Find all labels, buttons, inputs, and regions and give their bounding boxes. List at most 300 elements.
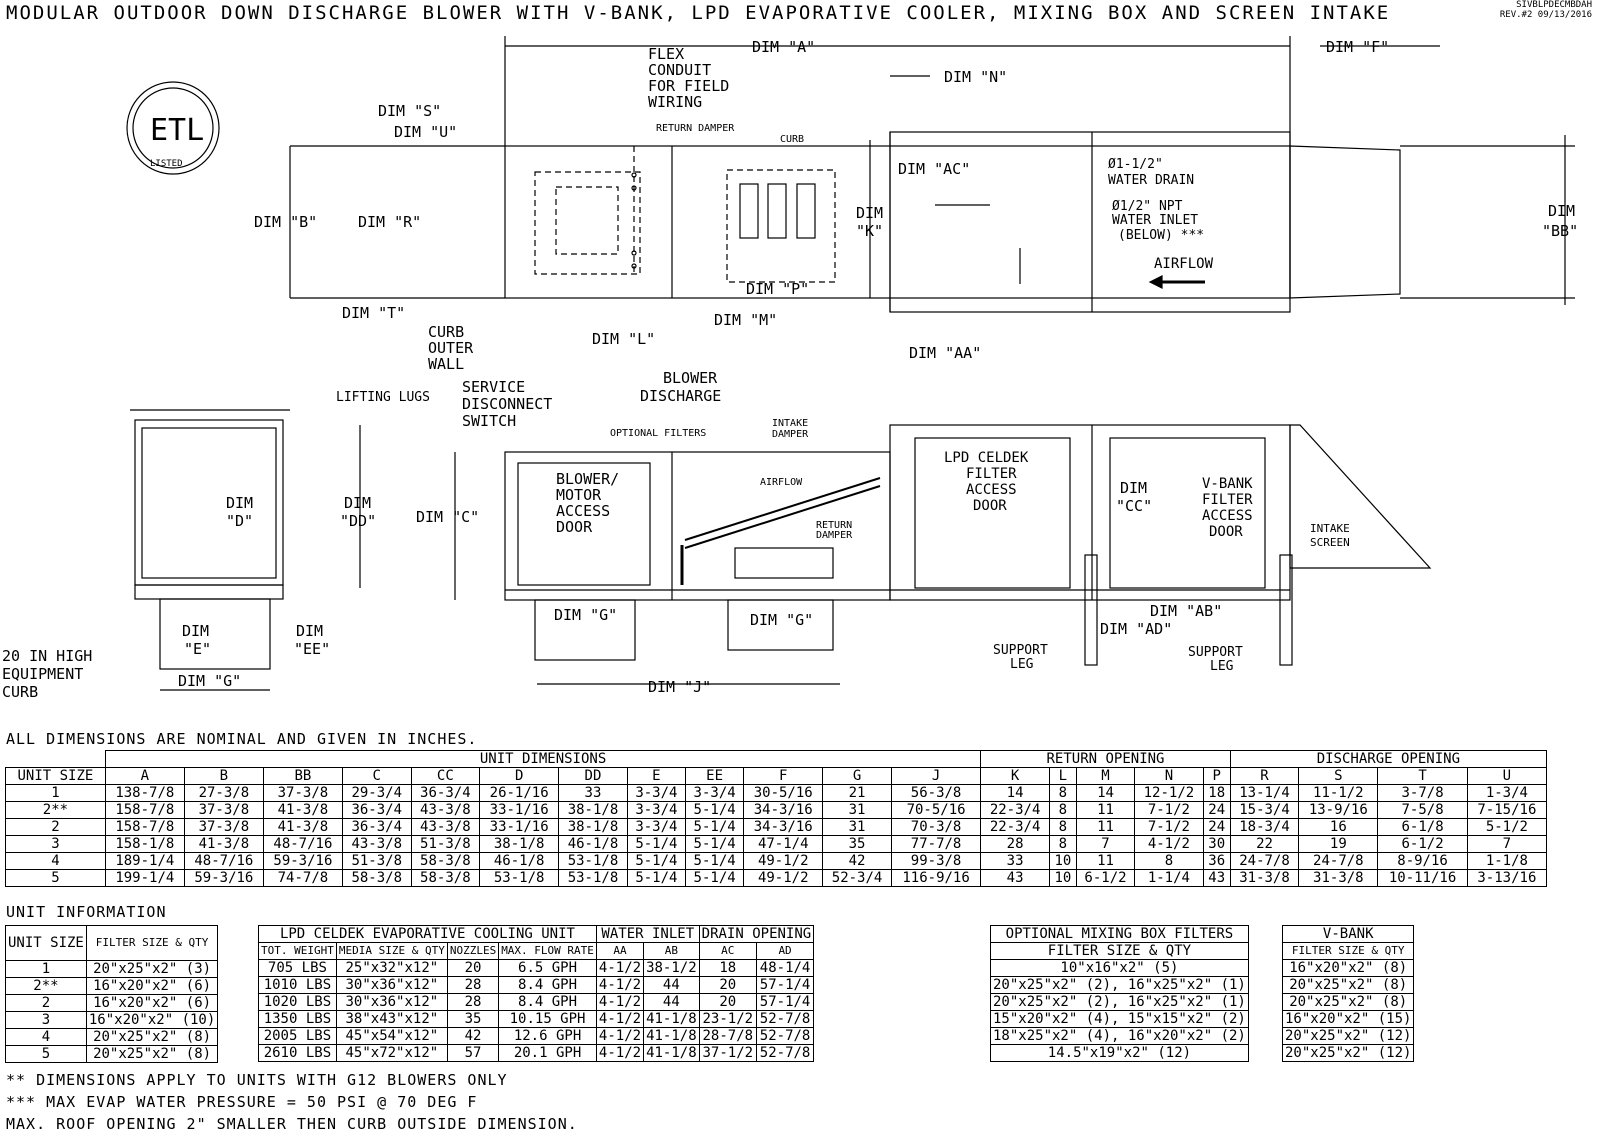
table-cell: 15-3/4 xyxy=(1230,802,1299,819)
table-row xyxy=(1283,1028,1414,1045)
dim-g-elev-label-2: DIM "G" xyxy=(750,611,814,629)
table-cell: 20 xyxy=(699,977,756,994)
table-cell: 16"x20"x2" (8) xyxy=(1283,960,1414,977)
table-cell: 37-3/8 xyxy=(184,819,263,836)
table-cell: 45"x54"x12" xyxy=(336,1028,447,1045)
table-cell: 5-1/4 xyxy=(686,819,744,836)
table-cell: 35 xyxy=(447,1011,498,1028)
unit-info-table xyxy=(5,925,218,1063)
table-cell: 27-3/8 xyxy=(184,785,263,802)
vbank-door-3: ACCESS xyxy=(1202,508,1253,524)
table-cell: 25"x32"x12" xyxy=(336,960,447,977)
table-cell: 19 xyxy=(1299,836,1378,853)
table-cell: 38-1/2 xyxy=(644,960,700,977)
table-cell: 18 xyxy=(699,960,756,977)
table-cell: 41-1/8 xyxy=(644,1028,700,1045)
table-cell: 43 xyxy=(1203,870,1230,887)
inlet-label-3: (BELOW) *** xyxy=(1118,228,1205,243)
mix-filter-header: FILTER SIZE & QTY xyxy=(991,943,1249,960)
table-cell: 33 xyxy=(981,853,1050,870)
table-cell: 36-3/4 xyxy=(411,785,480,802)
drain-label-1: Ø1-1/2" xyxy=(1108,157,1163,172)
table-cell: 8 xyxy=(1135,853,1204,870)
table-cell: 3 xyxy=(6,836,106,853)
evap-header-cell: TOT. WEIGHT xyxy=(259,943,337,960)
lpd-door-1: LPD CELDEK xyxy=(944,450,1029,466)
dims-header-cell: T xyxy=(1378,768,1467,785)
table-cell: 10-11/16 xyxy=(1378,870,1467,887)
dim-l-label: DIM "L" xyxy=(592,330,656,348)
flex-label-4: WIRING xyxy=(648,93,703,111)
table-cell: 24-7/8 xyxy=(1299,853,1378,870)
table-cell: 41-3/8 xyxy=(184,836,263,853)
table-cell: 16 xyxy=(1299,819,1378,836)
table-cell: 57-1/4 xyxy=(756,994,813,1011)
table-cell: 5-1/4 xyxy=(627,853,685,870)
table-cell: 7-1/2 xyxy=(1135,819,1204,836)
table-row xyxy=(259,960,814,977)
table-row xyxy=(6,785,1547,802)
curb-outer-3: WALL xyxy=(428,355,465,373)
table-cell: 5-1/4 xyxy=(686,853,744,870)
lpd-door-3: ACCESS xyxy=(966,482,1017,498)
dim-t-label: DIM "T" xyxy=(342,304,406,322)
dims-header-cell: P xyxy=(1203,768,1230,785)
table-cell: 13-1/4 xyxy=(1230,785,1299,802)
table-cell: 36-3/4 xyxy=(342,819,411,836)
blower-door-1: BLOWER/ xyxy=(556,470,620,488)
table-cell: 4-1/2 xyxy=(596,1011,643,1028)
dim-ad-label: DIM "AD" xyxy=(1100,620,1173,638)
table-cell: 16"x20"x2" (15) xyxy=(1283,1011,1414,1028)
table-cell: 2 xyxy=(6,995,87,1012)
dim-r-label: DIM "R" xyxy=(358,213,422,231)
table-cell: 4-1/2 xyxy=(1135,836,1204,853)
table-cell: 57 xyxy=(447,1045,498,1062)
table-cell: 5-1/4 xyxy=(627,836,685,853)
table-row xyxy=(6,819,1547,836)
table-cell: 5-1/2 xyxy=(1467,819,1546,836)
blower-discharge-2: DISCHARGE xyxy=(640,387,722,405)
inlet-label-1: Ø1/2" NPT xyxy=(1112,199,1183,214)
table-cell: 59-3/16 xyxy=(263,853,342,870)
table-cell: 28-7/8 xyxy=(699,1028,756,1045)
table-cell: 33-1/16 xyxy=(480,802,559,819)
table-cell: 48-1/4 xyxy=(756,960,813,977)
dim-g-end-label: DIM "G" xyxy=(178,672,242,690)
dim-p-label: DIM "P" xyxy=(746,280,810,298)
table-cell: 8-9/16 xyxy=(1378,853,1467,870)
dims-header-cell: M xyxy=(1076,768,1134,785)
table-cell: 24 xyxy=(1203,819,1230,836)
table-cell: 38-1/8 xyxy=(559,819,628,836)
table-row xyxy=(991,1045,1249,1062)
table-row xyxy=(6,1029,218,1046)
info-filter-header: FILTER SIZE & QTY xyxy=(86,926,217,961)
table-cell: 10.15 GPH xyxy=(499,1011,597,1028)
table-cell: 24-7/8 xyxy=(1230,853,1299,870)
dims-column-header xyxy=(6,768,1547,785)
intake-damper-label-2: DAMPER xyxy=(772,429,809,440)
table-cell: 18"x25"x2" (4), 16"x20"x2" (2) xyxy=(991,1028,1249,1045)
table-cell: 58-3/8 xyxy=(342,870,411,887)
table-cell: 52-3/4 xyxy=(823,870,892,887)
support-leg-2b: LEG xyxy=(1210,659,1234,674)
table-cell: 11 xyxy=(1076,853,1134,870)
service-label-2: DISCONNECT xyxy=(462,395,553,413)
evap-header-cell: AB xyxy=(644,943,700,960)
table-cell: 2005 LBS xyxy=(259,1028,337,1045)
airflow-label-elev: AIRFLOW xyxy=(760,477,803,488)
lifting-lugs-label: LIFTING LUGS xyxy=(336,390,430,405)
table-row xyxy=(991,1028,1249,1045)
table-cell: 4-1/2 xyxy=(596,1045,643,1062)
table-cell: 1 xyxy=(6,961,87,978)
table-cell: 4-1/2 xyxy=(596,1028,643,1045)
table-cell: 36-3/4 xyxy=(342,802,411,819)
table-cell: 20"x25"x2" (8) xyxy=(86,1046,217,1063)
dim-aa-label: DIM "AA" xyxy=(909,344,982,362)
curb-outer-1: CURB xyxy=(428,323,465,341)
dims-header-cell: G xyxy=(823,768,892,785)
dim-cc-label-2: "CC" xyxy=(1116,497,1153,515)
dimensions-table xyxy=(5,750,1547,887)
evap-header-cell: NOZZLES xyxy=(447,943,498,960)
table-cell: 53-1/8 xyxy=(559,853,628,870)
table-row xyxy=(991,994,1249,1011)
table-row xyxy=(6,853,1547,870)
table-cell: 33 xyxy=(559,785,628,802)
table-cell: 1-1/8 xyxy=(1467,853,1546,870)
table-cell: 49-1/2 xyxy=(744,870,823,887)
table-cell: 3-3/4 xyxy=(627,785,685,802)
table-cell: 189-1/4 xyxy=(105,853,184,870)
return-damper-elev-2: DAMPER xyxy=(816,530,853,541)
airflow-label-plan: AIRFLOW xyxy=(1154,256,1214,272)
revision-date: REV.#2 09/13/2016 xyxy=(1499,10,1592,20)
dim-ac-label: DIM "AC" xyxy=(898,160,971,178)
table-cell: 35 xyxy=(823,836,892,853)
dims-header-cell: F xyxy=(744,768,823,785)
flex-label-2: CONDUIT xyxy=(648,61,712,79)
table-cell: 42 xyxy=(447,1028,498,1045)
table-cell: 30 xyxy=(1203,836,1230,853)
vbank-door-2: FILTER xyxy=(1202,492,1253,508)
dim-ee-label-1: DIM xyxy=(296,622,324,640)
table-cell: 116-9/16 xyxy=(891,870,980,887)
table-cell: 43 xyxy=(981,870,1050,887)
dim-d-label-1: DIM xyxy=(226,494,254,512)
table-cell: 12.6 GPH xyxy=(499,1028,597,1045)
table-row xyxy=(1283,960,1414,977)
dims-header-cell: K xyxy=(981,768,1050,785)
dim-bb-label-2: "BB" xyxy=(1542,222,1579,240)
vbank-door-4: DOOR xyxy=(1209,524,1243,540)
table-cell: 20"x25"x2" (12) xyxy=(1283,1045,1414,1062)
dim-ee-label-2: "EE" xyxy=(294,640,331,658)
table-cell: 1010 LBS xyxy=(259,977,337,994)
table-cell: 20"x25"x2" (12) xyxy=(1283,1028,1414,1045)
table-cell: 70-5/16 xyxy=(891,802,980,819)
table-row xyxy=(991,1011,1249,1028)
dim-dd-label-2: "DD" xyxy=(340,512,377,530)
dims-header-cell: N xyxy=(1135,768,1204,785)
table-cell: 2** xyxy=(6,802,106,819)
dims-header-cell: UNIT SIZE xyxy=(6,768,106,785)
dim-ab-label: DIM "AB" xyxy=(1150,602,1223,620)
table-cell: 30-5/16 xyxy=(744,785,823,802)
unit-info-title: UNIT INFORMATION xyxy=(6,903,167,921)
table-row xyxy=(1283,994,1414,1011)
table-cell: 22-3/4 xyxy=(981,802,1050,819)
table-cell: 28 xyxy=(981,836,1050,853)
drawing-number: SIVBLPDECMBDAH xyxy=(1516,0,1592,10)
support-leg-1b: LEG xyxy=(1010,657,1034,672)
dims-header-cell: EE xyxy=(686,768,744,785)
table-cell: 31 xyxy=(823,802,892,819)
table-cell: 10 xyxy=(1049,870,1076,887)
table-cell: 5 xyxy=(6,1046,87,1063)
table-cell: 158-7/8 xyxy=(105,819,184,836)
table-cell: 58-3/8 xyxy=(411,853,480,870)
curb-label: CURB xyxy=(780,134,805,145)
table-cell: 4-1/2 xyxy=(596,960,643,977)
curb-20-label-1: 20 IN HIGH xyxy=(2,647,93,665)
dim-dd-label-1: DIM xyxy=(344,494,372,512)
table-cell: 51-3/8 xyxy=(342,853,411,870)
dims-header-cell: CC xyxy=(411,768,480,785)
table-cell: 8 xyxy=(1049,836,1076,853)
table-cell: 8 xyxy=(1049,785,1076,802)
inlet-label-2: WATER INLET xyxy=(1112,213,1199,228)
table-cell: 22 xyxy=(1230,836,1299,853)
table-cell: 36 xyxy=(1203,853,1230,870)
lpd-door-4: DOOR xyxy=(973,498,1007,514)
etl-listed-logo xyxy=(127,82,219,174)
table-cell: 3-13/16 xyxy=(1467,870,1546,887)
table-cell: 56-3/8 xyxy=(891,785,980,802)
curb-20-label-3: CURB xyxy=(2,683,39,701)
table-cell: 12-1/2 xyxy=(1135,785,1204,802)
table-cell: 58-3/8 xyxy=(411,870,480,887)
intake-damper-label-1: INTAKE xyxy=(772,418,809,429)
return-damper-label: RETURN DAMPER xyxy=(656,123,735,134)
table-cell: 2610 LBS xyxy=(259,1045,337,1062)
flex-label-3: FOR FIELD xyxy=(648,77,730,95)
table-cell: 11-1/2 xyxy=(1299,785,1378,802)
listed-mark: LISTED xyxy=(150,159,183,169)
discharge-opening-header: DISCHARGE OPENING xyxy=(1230,751,1546,768)
table-cell: 6-1/2 xyxy=(1378,836,1467,853)
dim-cc-label-1: DIM xyxy=(1120,479,1148,497)
optional-filters-label: OPTIONAL FILTERS xyxy=(610,428,707,439)
table-cell: 16"x20"x2" (10) xyxy=(86,1012,217,1029)
table-cell: 37-1/2 xyxy=(699,1045,756,1062)
dim-d-label-2: "D" xyxy=(226,512,254,530)
table-cell: 34-3/16 xyxy=(744,802,823,819)
table-row xyxy=(1283,1011,1414,1028)
footnote-3: MAX. ROOF OPENING 2" SMALLER THEN CURB OUTSIDE DIMENSION. xyxy=(6,1115,578,1133)
table-cell: 47-1/4 xyxy=(744,836,823,853)
etl-mark: ETL xyxy=(150,113,205,148)
dim-s-label: DIM "S" xyxy=(378,102,442,120)
table-cell: 5-1/4 xyxy=(686,870,744,887)
table-cell: 13-9/16 xyxy=(1299,802,1378,819)
table-cell: 1-3/4 xyxy=(1467,785,1546,802)
table-cell: 52-7/8 xyxy=(756,1045,813,1062)
table-cell: 20"x25"x2" (2), 16"x25"x2" (1) xyxy=(991,994,1249,1011)
table-cell: 29-3/4 xyxy=(342,785,411,802)
table-cell: 16"x20"x2" (6) xyxy=(86,995,217,1012)
table-cell: 24 xyxy=(1203,802,1230,819)
vbank-table xyxy=(1282,925,1414,1062)
evap-cooling-table xyxy=(258,925,814,1062)
table-cell: 20"x25"x2" (2), 16"x25"x2" (1) xyxy=(991,977,1249,994)
table-cell: 4-1/2 xyxy=(596,994,643,1011)
table-row xyxy=(6,870,1547,887)
table-cell: 7-15/16 xyxy=(1467,802,1546,819)
table-row xyxy=(259,1011,814,1028)
dims-header-cell: L xyxy=(1049,768,1076,785)
evap-group-header: LPD CELDEK EVAPORATIVE COOLING UNIT xyxy=(259,926,597,943)
dims-header-cell: S xyxy=(1299,768,1378,785)
elevation-view xyxy=(360,425,1430,684)
curb-outer-2: OUTER xyxy=(428,339,474,357)
table-row xyxy=(991,977,1249,994)
table-cell: 7-5/8 xyxy=(1378,802,1467,819)
unit-dimensions-header: UNIT DIMENSIONS xyxy=(105,751,980,768)
table-cell: 20"x25"x2" (8) xyxy=(1283,977,1414,994)
dims-header-cell: U xyxy=(1467,768,1546,785)
table-cell: 23-1/2 xyxy=(699,1011,756,1028)
return-damper-elev-1: RETURN xyxy=(816,520,853,531)
footnote-1: ** DIMENSIONS APPLY TO UNITS WITH G12 BLOWERS ONLY xyxy=(6,1071,508,1089)
table-cell: 30"x36"x12" xyxy=(336,994,447,1011)
table-cell: 44 xyxy=(644,977,700,994)
table-cell: 5 xyxy=(6,870,106,887)
blower-discharge-1: BLOWER xyxy=(663,369,718,387)
dim-m-label: DIM "M" xyxy=(714,311,778,329)
table-cell: 3-3/4 xyxy=(627,802,685,819)
table-cell: 18-3/4 xyxy=(1230,819,1299,836)
table-row xyxy=(6,1012,218,1029)
evap-header-cell: MAX. FLOW RATE xyxy=(499,943,597,960)
table-cell: 26-1/16 xyxy=(480,785,559,802)
table-cell: 37-3/8 xyxy=(263,785,342,802)
table-row xyxy=(1283,1045,1414,1062)
table-cell: 158-7/8 xyxy=(105,802,184,819)
dim-g-elev-label-1: DIM "G" xyxy=(554,606,618,624)
evap-header-cell: AD xyxy=(756,943,813,960)
table-row xyxy=(259,994,814,1011)
table-cell: 1020 LBS xyxy=(259,994,337,1011)
return-opening-header: RETURN OPENING xyxy=(981,751,1230,768)
table-cell: 8 xyxy=(1049,802,1076,819)
dims-header-cell: E xyxy=(627,768,685,785)
water-inlet-header: WATER INLET xyxy=(596,926,699,943)
table-cell: 45"x72"x12" xyxy=(336,1045,447,1062)
dims-header-cell: C xyxy=(342,768,411,785)
table-cell: 38-1/8 xyxy=(480,836,559,853)
table-row xyxy=(6,978,218,995)
table-cell: 11 xyxy=(1076,802,1134,819)
table-cell: 2 xyxy=(6,819,106,836)
table-cell: 30"x36"x12" xyxy=(336,977,447,994)
table-cell: 74-7/8 xyxy=(263,870,342,887)
vbank-filter-header: FILTER SIZE & QTY xyxy=(1283,943,1414,960)
table-cell: 43-3/8 xyxy=(411,819,480,836)
table-cell: 7 xyxy=(1467,836,1546,853)
dims-header-cell: A xyxy=(105,768,184,785)
table-cell: 46-1/8 xyxy=(559,836,628,853)
table-cell: 158-1/8 xyxy=(105,836,184,853)
dim-j-label: DIM "J" xyxy=(648,678,712,696)
table-cell: 14 xyxy=(1076,785,1134,802)
table-cell: 31-3/8 xyxy=(1299,870,1378,887)
table-cell: 77-7/8 xyxy=(891,836,980,853)
table-cell: 199-1/4 xyxy=(105,870,184,887)
table-cell: 41-3/8 xyxy=(263,819,342,836)
table-row xyxy=(991,960,1249,977)
table-cell: 33-1/16 xyxy=(480,819,559,836)
table-cell: 34-3/16 xyxy=(744,819,823,836)
table-cell: 6-1/2 xyxy=(1076,870,1134,887)
table-cell: 8.4 GPH xyxy=(499,994,597,1011)
dim-f-label: DIM "F" xyxy=(1326,38,1390,56)
support-leg-1a: SUPPORT xyxy=(993,643,1048,658)
table-cell: 6.5 GPH xyxy=(499,960,597,977)
table-cell: 10"x16"x2" (5) xyxy=(991,960,1249,977)
table-cell: 14.5"x19"x2" (12) xyxy=(991,1045,1249,1062)
table-row xyxy=(259,1045,814,1062)
table-cell: 52-7/8 xyxy=(756,1028,813,1045)
table-cell: 57-1/4 xyxy=(756,977,813,994)
table-cell: 70-3/8 xyxy=(891,819,980,836)
table-cell: 20"x25"x2" (8) xyxy=(86,1029,217,1046)
table-cell: 7 xyxy=(1076,836,1134,853)
table-cell: 3-7/8 xyxy=(1378,785,1467,802)
dim-c-label: DIM "C" xyxy=(416,508,480,526)
intake-screen-1: INTAKE xyxy=(1310,522,1350,535)
table-row xyxy=(6,961,218,978)
table-cell: 21 xyxy=(823,785,892,802)
service-label-1: SERVICE xyxy=(462,378,526,396)
service-label-3: SWITCH xyxy=(462,412,517,430)
flex-label-1: FLEX xyxy=(648,45,685,63)
info-unit-size-header: UNIT SIZE xyxy=(6,926,87,961)
evap-header-cell: MEDIA SIZE & QTY xyxy=(336,943,447,960)
table-cell: 7-1/2 xyxy=(1135,802,1204,819)
curb-20-label-2: EQUIPMENT xyxy=(2,665,84,683)
table-cell: 99-3/8 xyxy=(891,853,980,870)
dims-group-header xyxy=(6,751,1547,768)
table-cell: 20 xyxy=(447,960,498,977)
table-cell: 46-1/8 xyxy=(480,853,559,870)
table-cell: 22-3/4 xyxy=(981,819,1050,836)
dim-k-label-2: "K" xyxy=(856,222,884,240)
table-cell: 11 xyxy=(1076,819,1134,836)
table-cell: 10 xyxy=(1049,853,1076,870)
table-cell: 53-1/8 xyxy=(480,870,559,887)
drawing-title: MODULAR OUTDOOR DOWN DISCHARGE BLOWER WITH V-BANK, LPD EVAPORATIVE COOLER, MIXING BOX AND SCREEN INTAKE xyxy=(6,2,1391,24)
table-row xyxy=(6,802,1547,819)
table-cell: 4 xyxy=(6,1029,87,1046)
blower-door-2: MOTOR xyxy=(556,486,602,504)
table-cell: 1-1/4 xyxy=(1135,870,1204,887)
support-leg-2a: SUPPORT xyxy=(1188,645,1243,660)
table-cell: 42 xyxy=(823,853,892,870)
table-cell: 59-3/16 xyxy=(184,870,263,887)
